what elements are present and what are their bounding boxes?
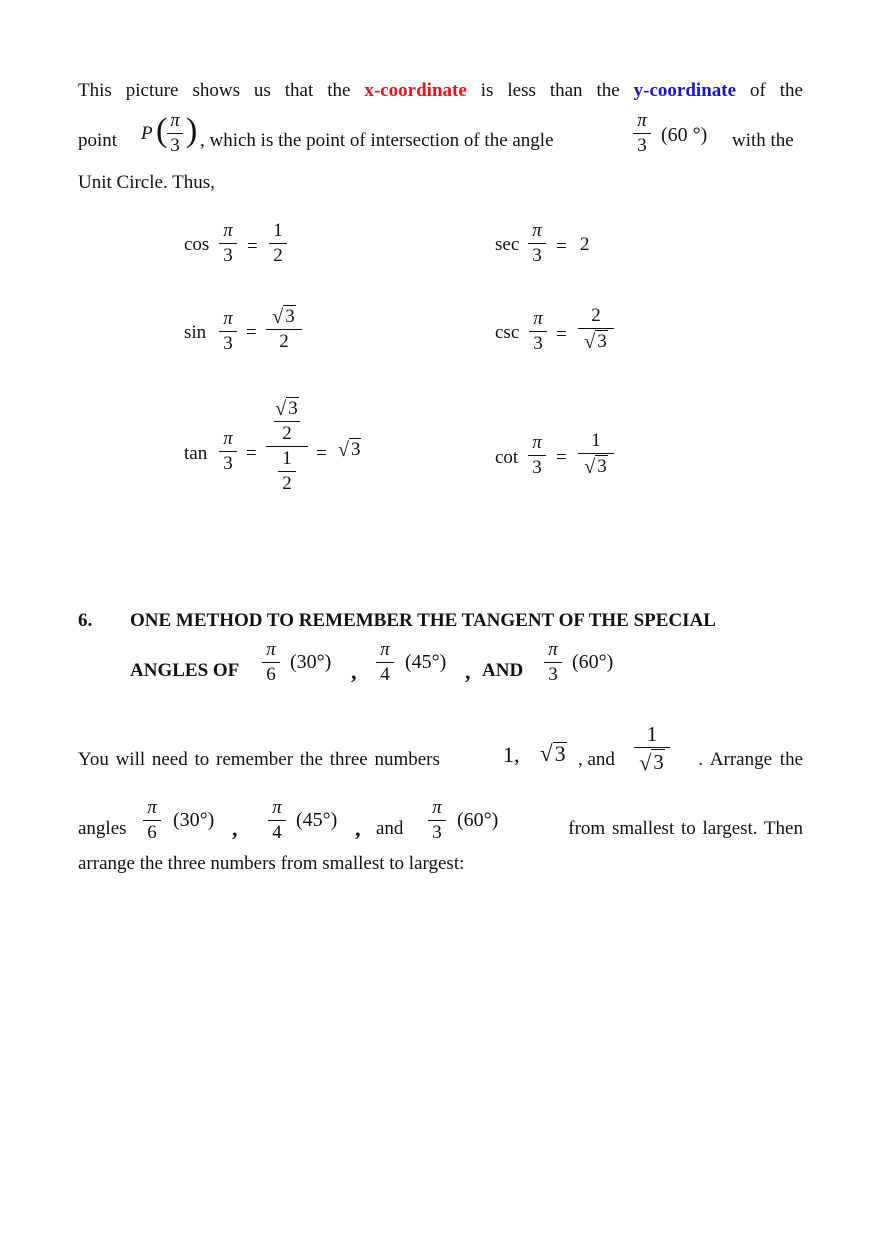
numerator: 1 xyxy=(646,722,658,746)
denominator: 2 xyxy=(279,331,289,352)
numerator: π xyxy=(266,639,276,660)
numerator: 1 xyxy=(591,430,601,451)
intro-text: Unit Circle. Thus, xyxy=(78,172,215,193)
sin-label: sin xyxy=(184,322,207,343)
denominator: 2 xyxy=(273,245,283,266)
left-paren: ( xyxy=(156,112,168,149)
word: that xyxy=(284,80,314,101)
fraction-pi-over-3 xyxy=(428,797,446,844)
fraction-pi-over-3 xyxy=(219,428,237,475)
fraction-pi-over-4 xyxy=(268,797,286,844)
right-paren: ) xyxy=(186,112,198,149)
equals: = xyxy=(246,322,257,343)
sqrt-3: √ 3 xyxy=(639,750,664,775)
numerator: π xyxy=(272,797,282,818)
fraction-pi-over-3 xyxy=(167,110,183,157)
complex-fraction xyxy=(268,397,306,495)
sqrt-3: √ 3 xyxy=(584,456,607,478)
intro-text: , which is the point of intersection of the angle xyxy=(200,130,554,151)
denominator: 3 xyxy=(223,333,233,354)
intro-line-1 xyxy=(78,80,803,102)
equals: = xyxy=(316,443,327,464)
denominator: 3 xyxy=(223,453,233,474)
fraction-pi-over-6 xyxy=(143,797,161,844)
degree-30: (30°) xyxy=(290,651,332,673)
fraction-pi-over-3 xyxy=(219,308,237,355)
denominator: 3 xyxy=(637,135,647,156)
numerator: π xyxy=(170,110,180,131)
word: the xyxy=(596,80,620,101)
denominator: 6 xyxy=(147,822,157,843)
word: picture xyxy=(125,80,179,101)
denominator: 6 xyxy=(266,664,276,685)
intro-text: with the xyxy=(732,130,794,151)
paragraph-text: You will need to remember the three numbers xyxy=(78,749,440,770)
fraction-pi-over-4 xyxy=(376,639,394,686)
fraction-bar xyxy=(269,243,287,244)
csc-label: csc xyxy=(495,322,520,343)
word: less xyxy=(507,80,536,101)
point-label: point xyxy=(78,130,118,151)
fraction-sqrt3-over-2 xyxy=(266,305,302,353)
fraction-pi-over-3 xyxy=(529,308,547,355)
numerator: π xyxy=(533,308,543,329)
fraction-bar xyxy=(578,328,614,329)
denominator: 3 xyxy=(532,245,542,266)
numerator: 2 xyxy=(591,305,601,326)
numerator: π xyxy=(223,308,233,329)
paragraph-text: . Arrange the xyxy=(698,749,803,770)
fraction-bar xyxy=(274,421,300,422)
fraction-bar xyxy=(167,133,183,134)
word: than xyxy=(549,80,583,101)
fraction-bar xyxy=(266,329,302,330)
fraction-bar xyxy=(529,331,547,332)
section-title: ONE METHOD TO REMEMBER THE TANGENT OF THE SPECIAL xyxy=(130,610,716,631)
fraction-bar xyxy=(633,133,651,134)
degree-45: (45°) xyxy=(405,651,447,673)
fraction-bar xyxy=(219,451,237,452)
fraction-pi-over-6 xyxy=(262,639,280,686)
word: the xyxy=(327,80,351,101)
degree-60: (60 °) xyxy=(661,124,708,146)
fraction-bar xyxy=(143,820,161,821)
equals: = xyxy=(556,324,567,345)
denominator: 4 xyxy=(380,664,390,685)
equals: = xyxy=(556,447,567,468)
y-coordinate-highlight: y-coordinate xyxy=(633,80,737,101)
comma: , xyxy=(355,816,361,841)
numerator: π xyxy=(432,797,442,818)
denominator: 3 xyxy=(432,822,442,843)
paragraph-text: angles xyxy=(78,818,127,839)
fraction-bar xyxy=(528,243,546,244)
degree-60: (60°) xyxy=(457,809,499,831)
denominator: 3 xyxy=(223,245,233,266)
numerator: π xyxy=(380,639,390,660)
numerator: π xyxy=(532,220,542,241)
point-P: P xyxy=(141,123,153,144)
tan-label: tan xyxy=(184,443,208,464)
main-fraction-bar xyxy=(266,446,308,447)
fraction-bar xyxy=(528,455,546,456)
sqrt-3: √ 3 xyxy=(272,306,295,328)
fraction-bar xyxy=(578,453,614,454)
word: of xyxy=(750,80,766,101)
denominator: 4 xyxy=(272,822,282,843)
fraction-bar xyxy=(376,662,394,663)
word: is xyxy=(480,80,494,101)
numerator: 1 xyxy=(273,220,283,241)
word: shows xyxy=(192,80,240,101)
numerator: π xyxy=(532,432,542,453)
fraction-pi-over-3 xyxy=(544,639,562,686)
denominator-denominator: 2 xyxy=(282,473,292,494)
comma: , xyxy=(232,816,238,841)
numerator: π xyxy=(223,428,233,449)
equals: = xyxy=(247,236,258,257)
fraction-pi-over-3 xyxy=(528,220,546,267)
degree-45: (45°) xyxy=(296,809,338,831)
fraction-bar xyxy=(219,331,237,332)
sqrt-3: √ 3 xyxy=(584,331,607,353)
section-number: 6. xyxy=(78,610,93,631)
fraction-pi-over-3 xyxy=(528,432,546,479)
numerator: π xyxy=(548,639,558,660)
equals: = xyxy=(556,236,567,257)
value: 2 xyxy=(580,234,590,255)
fraction-bar xyxy=(278,471,296,472)
fraction-bar xyxy=(219,243,237,244)
cos-label: cos xyxy=(184,234,210,255)
fraction-bar xyxy=(262,662,280,663)
paragraph-text: from smallest to largest. Then xyxy=(568,818,803,839)
denominator: 3 xyxy=(533,333,543,354)
section-title-cont: ANGLES OF xyxy=(130,660,240,681)
fraction-1-over-sqrt3 xyxy=(578,430,614,478)
denominator-numerator: 1 xyxy=(282,448,292,469)
paragraph-text: arrange the three numbers from smallest to largest: xyxy=(78,853,465,874)
sqrt-3: √ 3 xyxy=(275,398,298,420)
denominator: 3 xyxy=(532,457,542,478)
fraction-1-over-sqrt3 xyxy=(634,722,670,774)
comma: , xyxy=(465,659,471,684)
numerator: π xyxy=(147,797,157,818)
number-one: 1, xyxy=(503,742,520,767)
fraction-bar xyxy=(544,662,562,663)
sqrt-3: √ 3 xyxy=(338,439,361,461)
numerator: π xyxy=(637,110,647,131)
fraction-bar xyxy=(428,820,446,821)
fraction-bar xyxy=(634,747,670,748)
x-coordinate-highlight: x-coordinate xyxy=(364,80,467,101)
fraction-bar xyxy=(268,820,286,821)
cot-label: cot xyxy=(495,447,519,468)
fraction-2-over-sqrt3 xyxy=(578,305,614,353)
and-label: AND xyxy=(482,660,524,681)
word: This xyxy=(78,80,112,101)
degree-30: (30°) xyxy=(173,809,215,831)
denominator: 3 xyxy=(170,135,180,156)
fraction-pi-over-3 xyxy=(219,220,237,267)
word: the xyxy=(779,80,803,101)
paragraph-text: and xyxy=(376,818,404,839)
comma: , xyxy=(351,659,357,684)
fraction-1-over-2 xyxy=(269,220,287,267)
denominator: 3 xyxy=(548,664,558,685)
degree-60: (60°) xyxy=(572,651,614,673)
numerator-denominator: 2 xyxy=(282,423,292,444)
numerator: π xyxy=(223,220,233,241)
equals: = xyxy=(246,443,257,464)
sec-label: sec xyxy=(495,234,520,255)
fraction-pi-over-3 xyxy=(633,110,651,157)
word: us xyxy=(253,80,271,101)
sqrt-3: √ 3 xyxy=(540,741,566,766)
paragraph-text: , and xyxy=(578,749,615,770)
